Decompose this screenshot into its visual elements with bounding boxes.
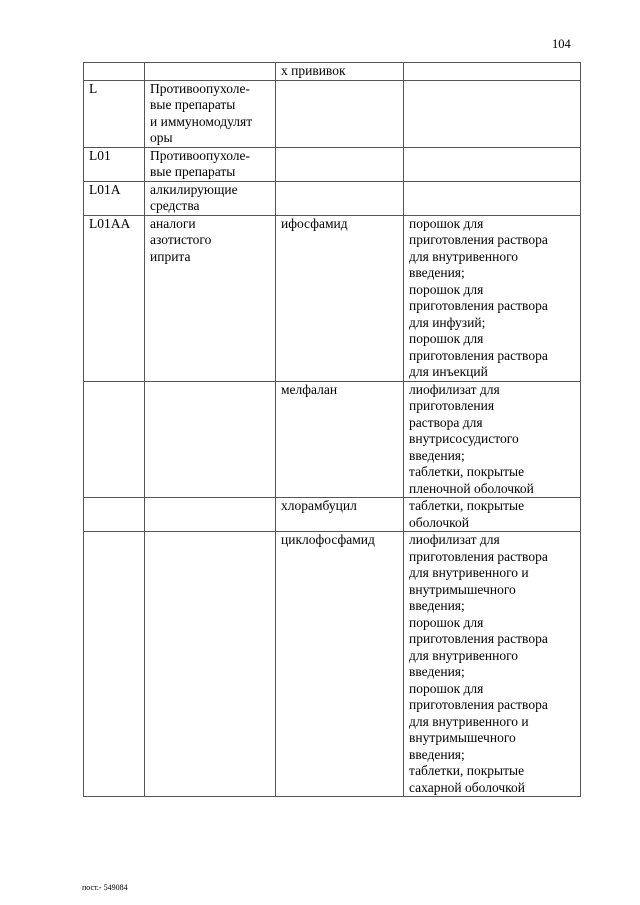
dosage-form-cell: порошок для приготовления раствора для внутривенного введения; порошок для приготовления раствора для инфузий; порошок для приготовления раствора для инъекций: [404, 215, 581, 381]
dosage-form-cell: лиофилизат для приготовления раствора для внутривенного и внутримышечного введения; порошок для приготовления раствора для внутривенного введения; порошок для приготовления раствора для внутривенного и внутримышечного введения; таблетки, покрытые сахарной оболочкой: [404, 532, 581, 797]
dosage-form-cell: [404, 63, 581, 81]
table-row: [84, 215, 581, 381]
drug-name-cell: [276, 80, 404, 147]
atc-code-cell: [84, 381, 145, 498]
drug-name-cell: циклофосфамид: [276, 532, 404, 797]
table-row: [84, 63, 581, 81]
group-name-cell: [145, 532, 276, 797]
group-name-cell: [145, 498, 276, 532]
footer-document-code: пост.- 549084: [82, 883, 128, 892]
table-row: [84, 381, 581, 498]
drug-name-cell: [276, 181, 404, 215]
group-name-cell: алкилирующие средства: [145, 181, 276, 215]
page-number: 104: [552, 37, 571, 51]
table-row: [84, 80, 581, 147]
drug-name-cell: хлорамбуцил: [276, 498, 404, 532]
atc-code-cell: L01AA: [84, 215, 145, 381]
group-name-cell: [145, 63, 276, 81]
atc-code-cell: [84, 532, 145, 797]
drug-name-cell: мелфалан: [276, 381, 404, 498]
drug-table: [83, 62, 581, 797]
dosage-form-cell: таблетки, покрытые оболочкой: [404, 498, 581, 532]
table-row: [84, 532, 581, 797]
drug-name-cell: х прививок: [276, 63, 404, 81]
atc-code-cell: L: [84, 80, 145, 147]
table-row: [84, 498, 581, 532]
group-name-cell: Противоопухоле- вые препараты и иммуномодулят оры: [145, 80, 276, 147]
atc-code-cell: [84, 498, 145, 532]
drug-name-cell: [276, 147, 404, 181]
dosage-form-cell: лиофилизат для приготовления раствора для внутрисосудистого введения; таблетки, покрытые пленочной оболочкой: [404, 381, 581, 498]
atc-code-cell: L01A: [84, 181, 145, 215]
table-row: [84, 147, 581, 181]
group-name-cell: аналоги азотистого иприта: [145, 215, 276, 381]
group-name-cell: Противоопухоле- вые препараты: [145, 147, 276, 181]
group-name-cell: [145, 381, 276, 498]
atc-code-cell: [84, 63, 145, 81]
atc-code-cell: L01: [84, 147, 145, 181]
dosage-form-cell: [404, 147, 581, 181]
table-row: [84, 181, 581, 215]
dosage-form-cell: [404, 80, 581, 147]
drug-name-cell: ифосфамид: [276, 215, 404, 381]
dosage-form-cell: [404, 181, 581, 215]
